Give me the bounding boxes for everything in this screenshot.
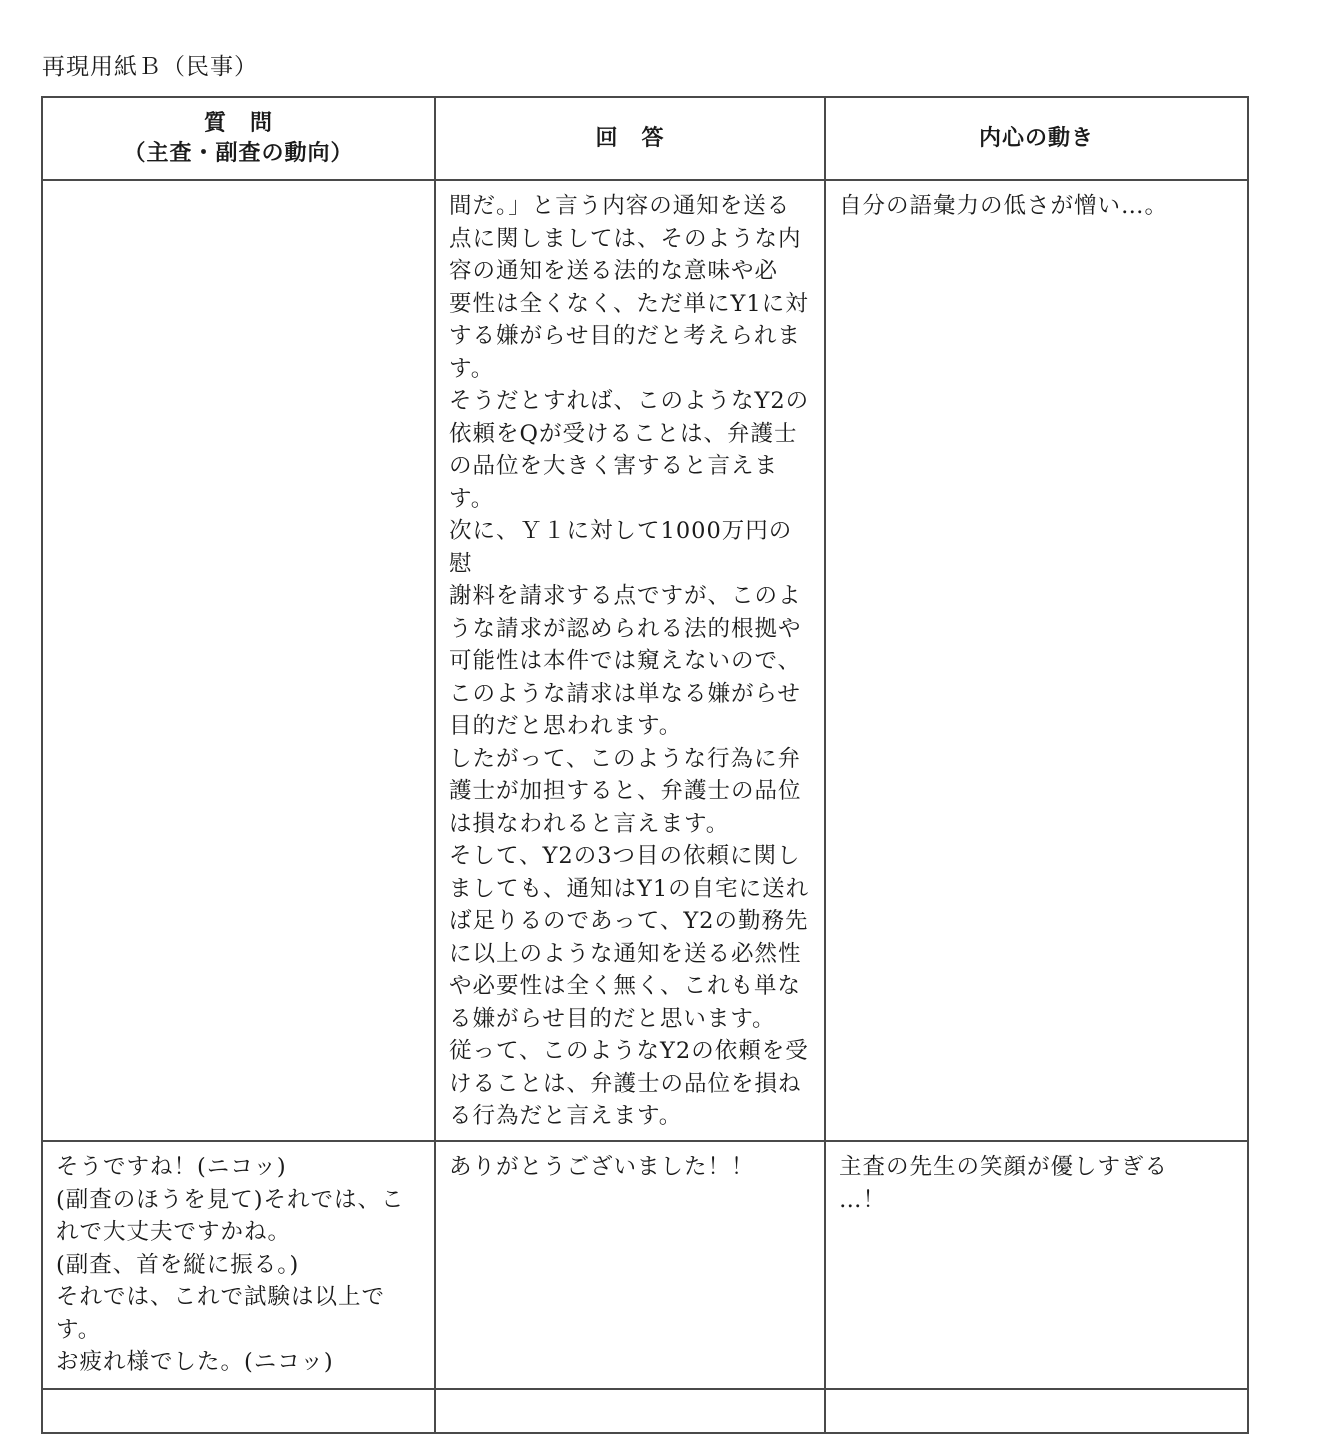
feeling-cell [825, 1389, 1248, 1433]
header-question-line2: （主査・副査の動向） [123, 140, 354, 166]
answer-text [437, 1391, 823, 1399]
table-row [42, 1389, 1248, 1433]
feeling-text [827, 1391, 1246, 1399]
answer-cell [435, 180, 825, 1141]
answer-text: 間だ。」と言う内容の通知を送る 点に関しましては、そのような内 容の通知を送る法的な意味や必 要性は全くなく、ただ単にY1に対 する嫌がらせ目的だと考えられま す。 そうだとすれば、このようなY2の 依頼をQが受けることは、弁護士 の品位を大きく害すると言えま す。 次に、Ｙ１に対して1000万円の慰 謝料を請求する点ですが、このよ うな請求が認められる法的根拠や 可能性は本件では窺えないので、 このような請求は単なる嫌がらせ 目的だと思われます。 したがって、このような行為に弁 護士が加担すると、弁護士の品位 は損なわれると言えます。 そして、Y2の3つ目の依頼に関し ましても、通知はY1の自宅に送れ ば足りるのであって、Y2の勤務先 に以上のような通知を送る必然性 や必要性は全く無く、これも単な る嫌がらせ目的だと思います。 従って、このようなY2の依頼を受 けることは、弁護士の品位を損ね る行為だと言えます。 [449, 193, 810, 1129]
question-text [44, 182, 433, 190]
question-text: そうですね！(ニコッ) (副査のほうを見て)それでは、こ れで大丈夫ですかね。 (副査、首を縦に振る。) それでは、これで試験は以上です。 お疲れ様でした。(ニコッ) [56, 1154, 405, 1375]
question-cell [42, 1141, 435, 1389]
question-text [44, 1391, 433, 1399]
header-answer: 回 答 [435, 97, 825, 180]
table-row [42, 180, 1248, 1141]
reproduction-table [41, 96, 1249, 1434]
document-title: 再現用紙Ｂ（民事） [42, 54, 258, 80]
question-cell [42, 1389, 435, 1433]
feeling-cell [825, 1141, 1248, 1389]
feeling-text: 自分の語彙力の低さが憎い…。 [839, 193, 1169, 219]
answer-cell [435, 1141, 825, 1389]
question-cell [42, 180, 435, 1141]
feeling-cell [825, 180, 1248, 1141]
header-row [42, 97, 1248, 180]
header-feeling: 内心の動き [825, 97, 1248, 180]
feeling-text: 主査の先生の笑顔が優しすぎる …！ [839, 1154, 1169, 1213]
answer-cell [435, 1389, 825, 1433]
header-question [42, 97, 435, 180]
answer-text: ありがとうございました！！ [449, 1154, 755, 1180]
header-question-line1: 質 問 [203, 110, 273, 136]
table-row [42, 1141, 1248, 1389]
